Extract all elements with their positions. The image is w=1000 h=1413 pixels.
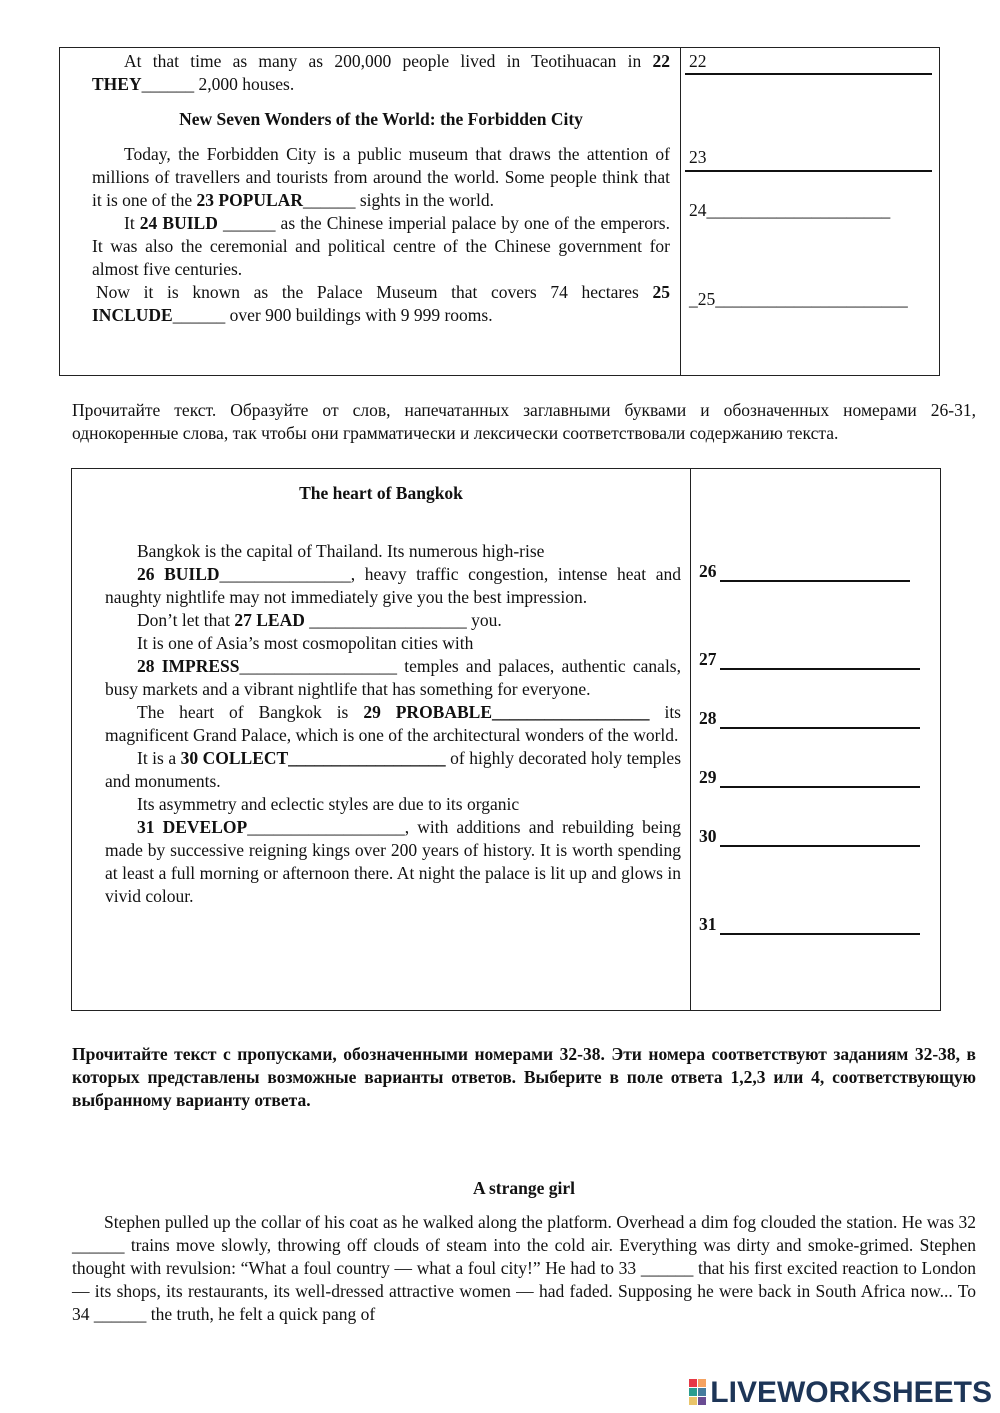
line-cosmopolitan: It is one of Asia’s most cosmopolitan cities with <box>137 633 474 653</box>
word-develop: 31 DEVELOP <box>137 817 248 837</box>
text-column <box>105 540 681 908</box>
story-text: Stephen pulled up the collar of his coat as he walked along the platform. Overhead a dim fog clouded the station. He was 32 ______ trains move slowly, throwing off clouds of steam into the cold air. Everything was dirty and smoke-grimed. Stephen thought with revulsion: “What a foul country — what a foul city!” He had to 33 ______ that his first excited reaction to London — its shops, its restaurants, its well-dressed attractive women — had faded. Supposing he were back in South Africa now... To 34 ______ the truth, he felt a quick pang of <box>72 1212 976 1324</box>
paragraph-23: Today, the Forbidden City is a public museum that draws the attention of millions of travellers and tourists from around the world. Some people think that it is one of the 23 POPULAR______ sights in the world. <box>92 144 670 210</box>
paragraph-26: 26 BUILD_______________, heavy traffic congestion, intense heat and naughty nightlife may not immediately give you the best impression. <box>105 564 681 607</box>
answer-field-26[interactable] <box>720 580 910 582</box>
table-divider <box>680 48 681 375</box>
paragraph-25: Now it is known as the Palace Museum that covers 74 hectares 25 INCLUDE______ over 900 buildings with 9 999 rooms. <box>92 282 670 325</box>
answer-field-25[interactable]: _25______________________ <box>689 289 908 309</box>
answer-field-31[interactable] <box>720 933 920 935</box>
paragraph-22: At that time as many as 200,000 people lived in Teotihuacan in 22 THEY______ 2,000 houses. <box>92 51 670 94</box>
paragraph-30: It is a 30 COLLECT__________________ of highly decorated holy temples and monuments. <box>105 748 681 791</box>
word-popular: 23 POPULAR <box>196 190 303 210</box>
story-title: A strange girl <box>472 1178 576 1198</box>
word-impress: 28 IMPRESS <box>137 656 240 676</box>
answer-field-24[interactable]: 24_____________________ <box>689 200 891 220</box>
answer-field-28[interactable] <box>720 727 920 729</box>
answer-field-22[interactable] <box>685 73 932 75</box>
word-build: 26 BUILD <box>137 564 220 584</box>
word-they: THEY <box>92 74 142 94</box>
paragraph-28: 28 IMPRESS__________________ temples and palaces, authentic canals, busy markets and a vibrant nightlife that has something for everyone. <box>105 656 681 699</box>
line-intro: Bangkok is the capital of Thailand. Its numerous high-rise <box>137 541 545 561</box>
answer-field-23[interactable] <box>685 170 932 172</box>
answer-field-29[interactable] <box>720 786 920 788</box>
word-include: 25 INCLUDE <box>92 282 670 325</box>
answer-label-29: 29 <box>699 767 717 787</box>
word-build: 24 BUILD <box>139 213 218 233</box>
paragraph-29: The heart of Bangkok is 29 PROBABLE__________________ its magnificent Grand Palace, which is one of the architectural wonders of the world. <box>105 702 681 745</box>
brand-mark-icon <box>689 1379 706 1405</box>
line-asymmetry: Its asymmetry and eclectic styles are due to its organic <box>137 794 520 814</box>
answer-label-31: 31 <box>699 914 717 934</box>
answer-label-26: 26 <box>699 561 717 581</box>
brand-logo <box>689 1377 992 1407</box>
text-column <box>92 50 670 327</box>
task-table-22-25 <box>59 47 940 376</box>
section-heading: New Seven Wonders of the World: the Forbidden City <box>179 109 583 129</box>
task-table-26-31 <box>71 468 941 1011</box>
word-probable: 29 PROBABLE__________________ <box>363 702 650 722</box>
answer-label-27: 27 <box>699 649 717 669</box>
answer-label-30: 30 <box>699 826 717 846</box>
answer-label-23: 23 <box>689 147 707 167</box>
table-divider <box>690 469 691 1010</box>
paragraph-24: It 24 BUILD ______ as the Chinese imperial palace by one of the emperors. It was also the ceremonial and political centre of the Chinese government for almost five centuries. <box>92 213 670 279</box>
instruction-32-38: Прочитайте текст с пропусками, обозначенными номерами 32-38. Эти номера соответствуют заданиям 32-38, в которых представлены возможные варианты ответов. Выберите в поле ответа 1,2,3 или 4, соответствующую выбранному варианту ответа. <box>72 1044 976 1110</box>
answer-label-28: 28 <box>699 708 717 728</box>
paragraph-31: 31 DEVELOP__________________, with additions and rebuilding being made by successive reigning kings over 200 years of history. It is worth spending at least a full morning or afternoon there. At night the palace is lit up and glows in vivid colour. <box>105 817 681 906</box>
word-collect: 30 COLLECT__________________ <box>180 748 446 768</box>
instruction-26-31: Прочитайте текст. Образуйте от слов, напечатанных заглавными буквами и обозначенных номерами 26-31, однокоренные слова, так чтобы они грамматически и лексически соответствовали содержанию текста. <box>72 400 976 443</box>
paragraph-27: Don’t let that 27 LEAD __________________ you. <box>137 610 502 630</box>
text-title: The heart of Bangkok <box>299 483 463 503</box>
answer-field-27[interactable] <box>720 668 920 670</box>
answer-label-22: 22 <box>689 51 707 71</box>
answer-field-30[interactable] <box>720 845 920 847</box>
brand-name: LIVEWORKSHEETS <box>710 1375 992 1409</box>
word-lead: 27 LEAD <box>234 610 305 630</box>
